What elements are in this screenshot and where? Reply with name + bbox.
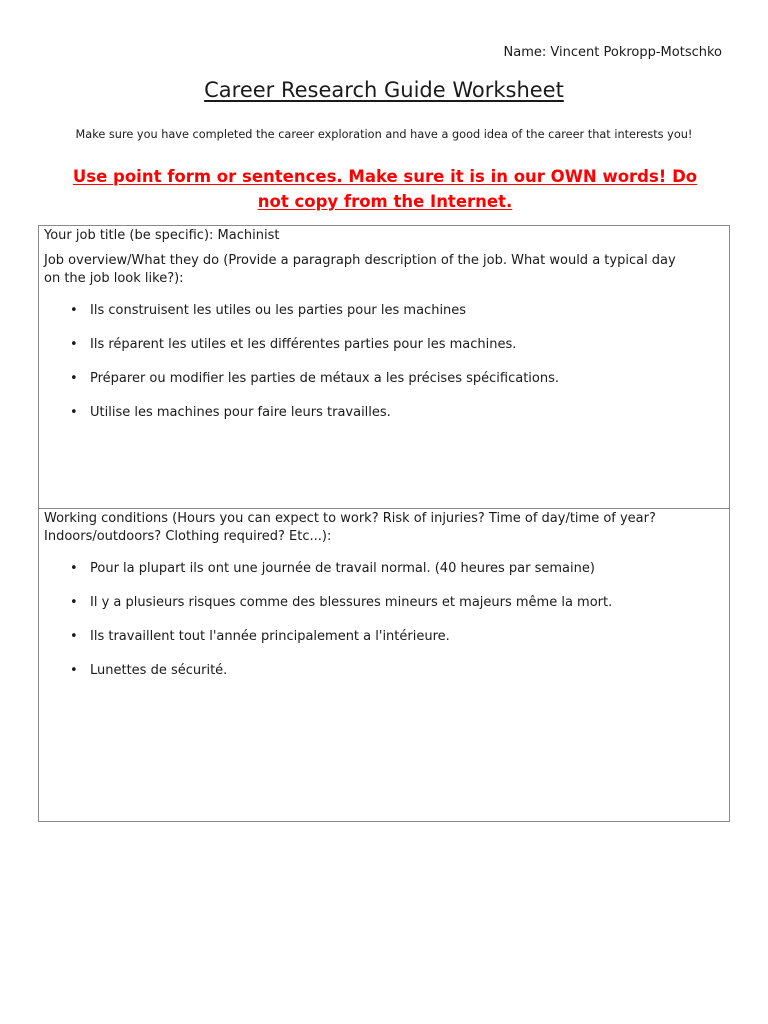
bullet-icon: • — [70, 405, 78, 420]
job-title-field: Your job title (be specific): Machinist — [44, 228, 280, 243]
bullet-icon: • — [70, 303, 78, 318]
job-overview-section — [39, 226, 729, 509]
bullet-icon: • — [70, 561, 78, 576]
list-item: • Ils réparent les utiles et les différentes parties pour les machines. — [70, 337, 517, 352]
overview-prompt-line-2: on the job look like?): — [44, 271, 184, 286]
overview-prompt-line-1: Job overview/What they do (Provide a paragraph description of the job. What would a typical day — [44, 253, 676, 268]
working-conditions-section — [39, 509, 729, 821]
warning-line-2: not copy from the Internet. — [257, 192, 513, 211]
bullet-icon: • — [70, 595, 78, 610]
bullet-icon: • — [70, 663, 78, 678]
list-item: • Ils construisent les utiles ou les parties pour les machines — [70, 303, 467, 318]
list-item: • Utilise les machines pour faire leurs travailles. — [70, 405, 391, 420]
list-item: • Il y a plusieurs risques comme des blessures mineurs et majeurs même la mort. — [70, 595, 613, 610]
intro-instructions: Make sure you have completed the career exploration and have a good idea of the career that interests you! — [75, 128, 693, 141]
bullet-icon: • — [70, 629, 78, 644]
list-item: • Ils travaillent tout l'année principalement a l'intérieure. — [70, 629, 450, 644]
warning-line-1: Use point form or sentences. Make sure it is in our OWN words! Do — [72, 167, 698, 186]
bullet-icon: • — [70, 337, 78, 352]
bullet-icon: • — [70, 371, 78, 386]
list-item: • Pour la plupart ils ont une journée de travail normal. (40 heures par semaine) — [70, 561, 595, 576]
conditions-prompt-line-2: Indoors/outdoors? Clothing required? Etc...): — [44, 529, 332, 544]
conditions-prompt-line-1: Working conditions (Hours you can expect to work? Risk of injuries? Time of day/time of year? — [44, 511, 656, 526]
worksheet-table — [38, 225, 730, 822]
list-item: • Lunettes de sécurité. — [70, 663, 228, 678]
job-overview-list — [44, 302, 724, 422]
student-name: Name: Vincent Pokropp-Motschko — [503, 45, 722, 60]
warning-notice — [40, 164, 730, 214]
list-item: • Préparer ou modifier les parties de métaux a les précises spécifications. — [70, 371, 560, 386]
page-title: Career Research Guide Worksheet — [204, 78, 564, 102]
working-conditions-list — [44, 560, 724, 680]
